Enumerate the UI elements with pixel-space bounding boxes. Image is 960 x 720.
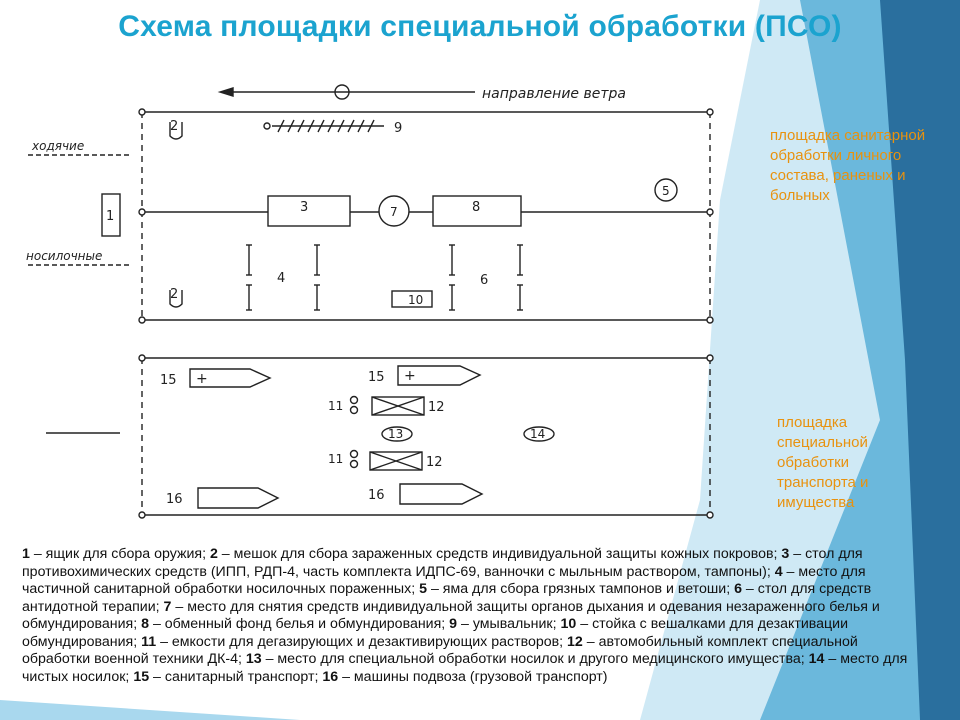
legend-number: 1 <box>22 546 30 562</box>
legend-description: – место для частичной санитарной обработки носилочных пораженных; <box>22 563 866 597</box>
decon-kit-12-top <box>372 397 424 415</box>
mark-16-right: 16 <box>368 488 385 503</box>
personnel-area-label: площадка санитарной обработки личного состава, раненых и больных <box>770 127 926 204</box>
legend-number: 13 <box>245 651 262 667</box>
svg-text:+: + <box>404 368 416 384</box>
mark-10: 9 <box>394 121 403 136</box>
svg-text:+: + <box>196 371 208 387</box>
mark-5: 7 <box>390 205 398 219</box>
legend-number: 11 <box>141 633 157 650</box>
legend-description: – умывальник; <box>457 616 561 632</box>
truck-16-left <box>198 488 278 508</box>
mark-7: 6 <box>480 273 489 288</box>
rack-10 <box>264 120 384 132</box>
mark-15-right: 15 <box>368 370 385 385</box>
mark-12-top: 12 <box>428 400 445 415</box>
legend-description: – место для специальной обработки носилок и другого медицинского имущества; <box>261 651 809 667</box>
legend-number: 7 <box>163 598 172 615</box>
page-title: Схема площадки специальной обработки (ПСО) <box>118 10 842 43</box>
mark-6: 8 <box>472 200 481 215</box>
mark-11-top: 11 <box>328 399 344 413</box>
mark-9: 5 <box>662 184 670 198</box>
truck-16-right <box>400 484 482 504</box>
table-3 <box>268 196 350 226</box>
legend-number: 15 <box>133 668 150 685</box>
legend-number: 10 <box>560 616 577 632</box>
legend-number: 2 <box>209 546 218 562</box>
mark-16-left: 16 <box>166 492 183 507</box>
legend-number: 12 <box>567 633 583 650</box>
legend-number: 4 <box>774 563 783 580</box>
decon-kit-12-bottom <box>370 452 422 470</box>
mark-11-bottom: 11 <box>328 452 344 466</box>
legend-number: 5 <box>419 581 428 597</box>
legend-description: – яма для сбора грязных тампонов и ветоши; <box>427 581 735 597</box>
legend-number: 9 <box>449 616 458 632</box>
wind-direction-label: направление ветра <box>482 86 626 102</box>
mark-2-top: 2 <box>170 119 179 134</box>
legend-number: 8 <box>141 616 150 632</box>
legend-number: 14 <box>808 651 825 667</box>
pso-scheme-diagram <box>20 70 740 540</box>
deco-shape-bottom <box>0 700 300 720</box>
mark-15-left: 15 <box>160 373 177 388</box>
transport-area-frame <box>139 355 713 518</box>
mark-1: 1 <box>106 209 115 224</box>
mark-14: 14 <box>530 427 546 441</box>
legend-description: – место для чистых носилок; <box>22 651 908 685</box>
legend-description: – стол для противохимических средств (ИПП, РДП-4, часть комплекта ИДПС-69, ванночки с мыльным раствором, тампоны); <box>22 546 863 580</box>
legend-description: – емкости для дегазирующих и дезактивирующих растворов; <box>156 633 568 650</box>
legend-number: 3 <box>781 546 790 562</box>
legend-description: – стол для средств антидотной терапии; <box>22 581 872 615</box>
legend-description: – машины подвоза (грузовой транспорт) <box>338 668 608 685</box>
mark-4: 4 <box>277 271 286 286</box>
wind-arrow-head <box>220 88 233 96</box>
legend-description: – место для снятия средств индивидуальной защиты органов дыхания и одевания незараженного белья и обмундирования; <box>22 598 880 632</box>
mark-8: 10 <box>408 293 424 307</box>
mark-13: 13 <box>388 427 404 441</box>
mark-3: 3 <box>300 200 309 215</box>
mark-2-bottom: 2 <box>170 287 179 302</box>
legend-description: – санитарный транспорт; <box>149 668 323 685</box>
legend-description: – ящик для сбора оружия; <box>29 546 210 562</box>
legend-number: 16 <box>322 668 339 685</box>
legend-description: – автомобильный комплект специальной обработки военной техники ДК-4; <box>22 633 858 667</box>
stretcher-flow-label: носилочные <box>26 249 103 263</box>
legend-text <box>22 546 922 686</box>
legend-number: 6 <box>734 581 742 597</box>
walking-flow-label: ходячие <box>32 139 85 153</box>
legend-description: – обменный фонд белья и обмундирования; <box>149 616 450 632</box>
legend-description: – стойка с вешалками для дезактивации обмундирования; <box>22 616 849 650</box>
transport-area-label: площадка специальной обработки транспорта и имущества <box>777 414 869 511</box>
legend-description: – мешок для сбора зараженных средств индивидуальной защиты кожных покровов; <box>217 546 782 562</box>
mark-12-bottom: 12 <box>426 455 443 470</box>
